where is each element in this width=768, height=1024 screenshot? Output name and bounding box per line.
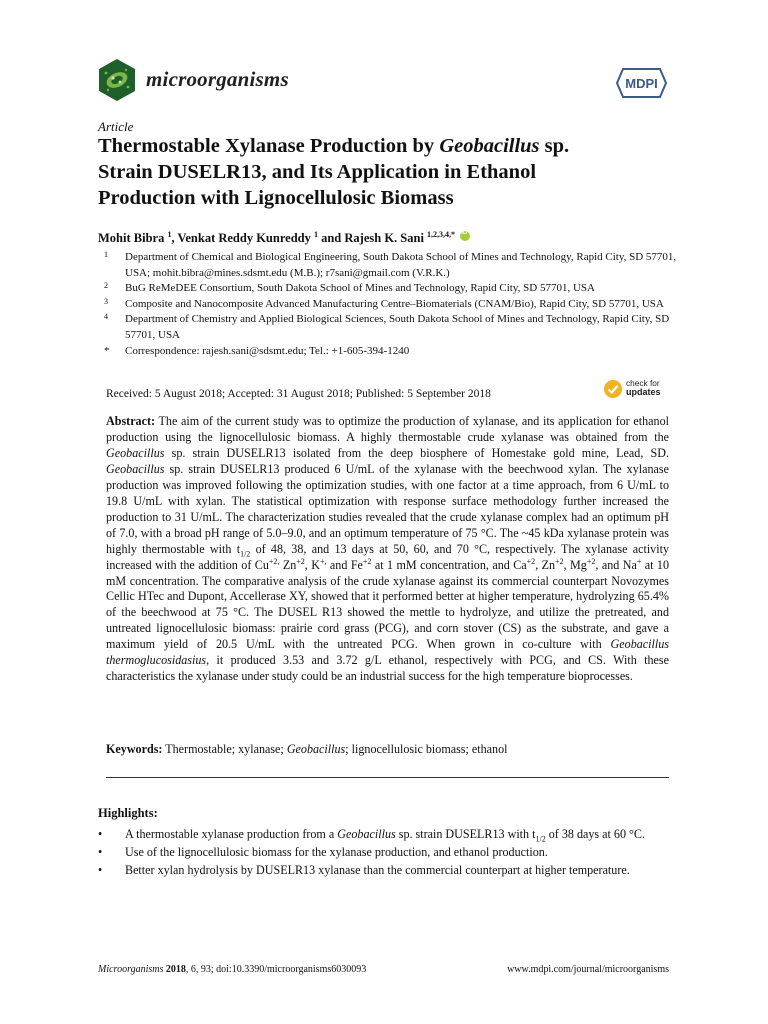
abstract-genus: Geobacillus [106, 445, 165, 460]
footer-year: 2018 [163, 964, 186, 975]
orcid-icon[interactable] [460, 231, 470, 241]
abstract-text: at 1 mM concentration, and Ca [371, 557, 527, 572]
abstract-text: , Mg [563, 557, 587, 572]
abstract-label: Abstract: [106, 414, 156, 428]
author-affil-ref: 1,2,3,4,* [427, 230, 456, 239]
abstract-text: , K [304, 557, 320, 572]
check-updates-label [626, 379, 661, 397]
author-list [98, 230, 470, 246]
publisher-name: MDPI [625, 76, 658, 91]
abstract-superscript: +2 [526, 556, 536, 566]
highlight-text: of 38 days at 60 °C. [545, 827, 645, 841]
correspondence [104, 344, 684, 360]
abstract-text: The aim of the current study was to optimize the production of xylanase, and its application for ethanol production using the lignocellulosic biomass. A highly thermostable crude xylanase was obtained from the [106, 414, 669, 444]
author-separator: , [171, 231, 178, 246]
keywords-genus: Geobacillus [286, 742, 346, 756]
title-line-3: Production with Lignocellulosic Biomass [98, 187, 454, 209]
article-title [98, 133, 688, 211]
highlights-title: Highlights: [98, 806, 158, 820]
abstract-superscript: +, [319, 556, 327, 566]
abstract-superscript: +2 [586, 556, 596, 566]
affiliation-text: BuG ReMeDEE Consortium, South Dakota School of Mines and Technology, Rapid City, SD 57701, USA [125, 282, 595, 295]
author-name[interactable]: Venkat Reddy Kunreddy [177, 231, 311, 246]
title-genus: Geobacillus [439, 135, 540, 157]
publication-dates: Received: 5 August 2018; Accepted: 31 August 2018; Published: 5 September 2018 [106, 388, 491, 400]
author-separator: and [317, 231, 345, 246]
highlight-item [98, 844, 670, 860]
affiliation-number: 2 [104, 281, 108, 291]
affiliation-number: 1 [104, 250, 108, 259]
bullet-icon: • [98, 827, 103, 841]
author-name[interactable]: Mohit Bibra [98, 231, 165, 246]
abstract-text: Zn [279, 557, 297, 572]
abstract-genus: Geobacillus [106, 461, 165, 476]
highlight-item [98, 862, 670, 878]
title-line-2: Strain DUSELR13, and Its Application in Ethanol [98, 161, 537, 183]
bullet-icon: • [98, 845, 103, 859]
keywords-label: Keywords: [106, 742, 163, 756]
footer-doi[interactable]: , 6, 93; doi:10.3390/microorganisms6030093 [185, 964, 367, 975]
check-updates-line2: updates [626, 387, 661, 397]
footer-journal: Microorganisms [98, 964, 164, 975]
abstract-text: and Fe [326, 557, 363, 572]
title-text: Thermostable Xylanase Production by [98, 135, 440, 157]
abstract-superscript: +2 [555, 556, 564, 566]
abstract-superscript: + [636, 556, 642, 566]
abstract-text: at 10 mM concentration. The comparative analysis of the crude xylanase against its commercial counterpart Novozymes Cellic HTec and Dupont, Accellerase XY, showed that it performed better at higher temperature, hydrolyzing 65.4% of the beechwood at 75 °C. The DUSEL R13 showed the mettle to hydrolyze, and utilize the pretreated, and untreated lignocellulosic biomass: prairie cord grass (PCG), and corn stover (CS) as the substrate, and gave a maximum yield of 20.5 U/mL with the untreated PCG. When grown in co-culture with [106, 557, 670, 652]
highlight-text: Better xylan hydrolysis by DUSELR13 xylanase than the commercial counterpart at higher temperature. [125, 863, 630, 877]
affiliation-text: Department of Chemical and Biological Engineering, South Dakota School of Mines and Technology, Rapid City, SD 57701, USA; mohit.bibra@mines.sdsmt.edu (M.B.); r7sani@gmail.com (V.R.K.) [125, 251, 677, 279]
highlight-genus: Geobacillus [337, 827, 396, 841]
highlight-text: sp. strain DUSELR13 with t [395, 827, 536, 841]
affiliation-item [104, 250, 684, 281]
abstract-text: , and Na [595, 557, 637, 572]
affiliation-number: 3 [104, 296, 108, 306]
abstract-superscript: +2 [296, 556, 305, 566]
mdpi-logo-icon [615, 66, 668, 100]
check-updates-line1: check for [626, 378, 660, 388]
correspondence-mark: * [104, 344, 110, 357]
check-for-updates-button[interactable] [603, 377, 673, 401]
abstract-text: sp. strain DUSELR13 produced 6 U/mL of the xylanase with the beechwood xylan. The xylanase production was improved following the optimization studies, with one factor at a time approach, from 6 U/mL to 19.8 U/mL with xylan. The statistical optimization with response surface methodology further increased the production to 31 U/mL. The characterization studies revealed that the crude xylanase complex had an optimum pH of 7.0, with a broad pH range of 5.0–9.0, and an optimum temperature of 75 °C. The ~45 kDa xylanase protein was highly thermostable with t [106, 461, 669, 556]
abstract-text: of 48, 38, and 13 days at 50, 60, and 70 °C, respectively. The xylanase activity increased with the addition of Cu [106, 541, 669, 572]
title-line-1 [98, 133, 688, 159]
abstract-species: Geobacillus thermoglucosidasius [106, 637, 669, 668]
abstract-subscript: 1/2 [240, 549, 251, 559]
affiliation-number: 4 [104, 312, 108, 322]
author-affil-ref: 1 [313, 230, 318, 239]
highlight-text: Use of the lignocellulosic biomass for the xylanase production, and ethanol production. [125, 845, 548, 859]
article-type: Article [98, 119, 134, 134]
abstract-text: sp. strain DUSELR13 isolated from the deep biosphere of Homestake gold mine, Lead, SD. [164, 445, 669, 460]
keywords [106, 742, 508, 757]
keywords-text: Thermostable; xylanase; [162, 742, 287, 756]
affiliation-item [104, 312, 684, 343]
affiliation-item [104, 281, 684, 297]
highlights-list [98, 826, 670, 880]
citation-footer [98, 964, 366, 975]
highlight-item [98, 826, 670, 842]
affiliations [104, 250, 684, 359]
abstract-text: , Zn [535, 557, 556, 572]
journal-name: microorganisms [146, 67, 289, 91]
abstract [106, 414, 669, 685]
affiliation-text: Composite and Nanocomposite Advanced Manufacturing Centre–Biomaterials (CNAM/Bio), Rapid City, SD 57701, USA [125, 297, 664, 310]
abstract-superscript: +2, [268, 556, 280, 566]
correspondence-text: Correspondence: rajesh.sani@sdsmt.edu; Tel.: +1-605-394-1240 [125, 344, 410, 357]
bullet-icon: • [98, 863, 103, 877]
section-divider [106, 777, 669, 778]
check-updates-icon [603, 379, 623, 399]
highlight-text: A thermostable xylanase production from a [125, 827, 338, 841]
author-affil-ref: 1 [167, 230, 172, 239]
keywords-text: ; lignocellulosic biomass; ethanol [345, 742, 508, 756]
affiliation-item [104, 297, 684, 313]
title-text: sp. [539, 135, 570, 157]
abstract-text: , it produced 3.53 and 3.72 g/L ethanol, respectively with PCG, and CS. With these characteristics the xylanase under study could be an industrial success for the high temperature bioprocesses. [106, 653, 669, 684]
author-name[interactable]: Rajesh K. Sani [344, 231, 424, 246]
abstract-superscript: +2 [362, 556, 372, 566]
affiliation-text: Department of Chemistry and Applied Biological Sciences, South Dakota School of Mines and Technology, Rapid City, SD 57701, USA [125, 313, 670, 341]
highlight-subscript: 1/2 [535, 834, 546, 844]
journal-logo-icon [98, 58, 136, 102]
journal-url-link[interactable]: www.mdpi.com/journal/microorganisms [507, 964, 669, 975]
